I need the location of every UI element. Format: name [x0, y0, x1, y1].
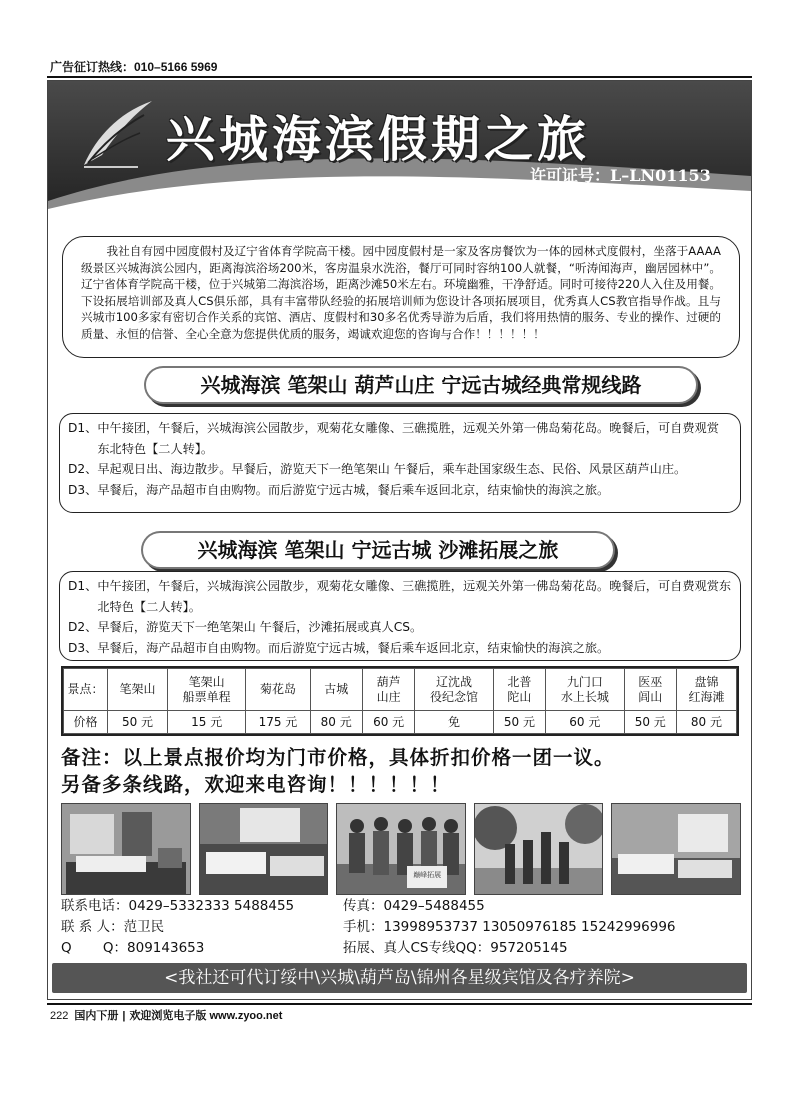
top-divider	[47, 76, 752, 78]
spot-name: 葫芦 山庄	[362, 669, 414, 711]
contact-row	[61, 917, 751, 938]
spot-name: 辽沈战 役纪念馆	[415, 669, 493, 711]
spot-name: 笔架山 船票单程	[167, 669, 245, 711]
contact-cs-qq: 拓展、真人CS专线QQ：957205145	[343, 940, 568, 956]
hotel-room-photo	[199, 803, 329, 895]
itinerary-day	[68, 617, 732, 638]
contact-fax: 传真：0429–5488455	[343, 898, 485, 914]
spot-price: 50 元	[493, 711, 545, 734]
spot-name: 九门口 水上长城	[546, 669, 624, 711]
row-label: 景点：	[64, 669, 108, 711]
contact-qq: Q Q：809143653	[61, 940, 205, 956]
section-name: 国内下册	[74, 1010, 119, 1022]
website-link[interactable]: www.zyoo.net	[209, 1010, 283, 1022]
contact-row	[61, 896, 751, 917]
spot-name: 医巫 闾山	[624, 669, 676, 711]
intro-text: 我社自有园中园度假村及辽宁省体育学院高干楼。园中园度假村是一家及客房餐饮为一体的园林式度假村，坐落于AAAA级景区兴城海滨公园内，距离海滨浴场200米，客房温泉水洗浴，餐厅可同时容纳100人就餐，“听涛闻海声，幽居园林中”。辽宁省体育学院高干楼，位于兴城第二海滨浴场，距离沙滩50米左右。环境幽雅，干净舒适。同时可接待220人入住及用餐。下设拓展培训部及真人CS俱乐部，具有丰富带队经验的拓展培训师为您设计各项拓展项目，优秀真人CS教官指导作战。且与兴城市100多家有密切合作关系的宾馆、酒店、度假村和30多名优秀导游为后盾，我们将用热情的服务、专业的操作、过硬的质量、永恒的信誉、全心全意为您提供优质的服务，竭诚欢迎您的咨询与合作！！！！！！	[62, 236, 740, 358]
outdoor-training-photo	[474, 803, 604, 895]
hotel-room-photo	[611, 803, 741, 895]
spot-name: 菊花岛	[246, 669, 310, 711]
day-description: 中午接团，午餐后，兴城海滨公园散步，观菊花女雕像、三礁揽胜，远观关外第一佛岛菊花岛。晚餐后，可自费观赏东北特色【二人转】。	[97, 421, 719, 456]
day-description: 早餐后，游览天下一绝笔架山 午餐后，沙滩拓展或真人CS。	[97, 620, 423, 634]
photo-strip	[61, 803, 741, 895]
day-number: D1、	[68, 579, 98, 593]
itinerary-day	[68, 480, 732, 501]
itinerary-day	[68, 576, 732, 617]
spot-name: 北普 陀山	[493, 669, 545, 711]
spot-price: 50 元	[624, 711, 676, 734]
day-description: 早餐后，海产品超市自由购物。而后游览宁远古城，餐后乘车返回北京，结束愉快的海滨之旅。	[97, 640, 610, 655]
prices-row	[64, 711, 737, 734]
spot-price: 60 元	[362, 711, 414, 734]
spot-price: 50 元	[108, 711, 168, 734]
contact-person: 联 系 人：范卫民	[61, 919, 165, 935]
day-number: D1、	[68, 421, 98, 435]
itinerary-day	[68, 638, 732, 659]
remark	[61, 744, 751, 798]
itinerary-day	[68, 459, 732, 480]
banner-title: 兴城海滨假期之旅	[166, 110, 591, 168]
day-description: 早餐后，海产品超市自由购物。而后游览宁远古城，餐后乘车返回北京，结束愉快的海滨之旅。	[97, 482, 610, 497]
row-label: 价格	[64, 711, 108, 734]
day-description: 早起观日出、海边散步。早餐后，游览天下一绝笔架山 午餐后，乘车赴国家级生态、民俗、风景区葫芦山庄。	[97, 462, 687, 476]
spots-row	[64, 669, 737, 711]
route-1-title: 兴城海滨 笔架山 葫芦山庄 宁远古城经典常规线路	[146, 368, 696, 402]
spot-name: 古城	[310, 669, 362, 711]
route-2-title: 兴城海滨 笔架山 宁远古城 沙滩拓展之旅	[143, 533, 613, 567]
itinerary-day	[68, 418, 732, 459]
day-number: D3、	[68, 640, 98, 655]
spot-price: 15 元	[167, 711, 245, 734]
page-footer: 222 国内下册 | 欢迎浏览电子版 www.zyoo.net	[50, 1010, 283, 1022]
contact-mobile: 手机：13998953737 13050976185 15242996996	[343, 919, 676, 935]
day-number: D3、	[68, 482, 98, 497]
page-number: 222	[50, 1010, 69, 1022]
day-number: D2、	[68, 620, 98, 634]
hotel-booking-banner: <我社还可代订绥中\兴城\葫芦岛\锦州各星级宾馆及各疗养院>	[52, 963, 747, 993]
spot-name: 盘锦 红海滩	[676, 669, 736, 711]
spot-name: 笔架山	[108, 669, 168, 711]
ad-hotline: 广告征订热线：010–5166 5969	[50, 60, 218, 74]
banner	[48, 81, 751, 226]
ad-frame	[47, 80, 752, 1000]
photo-caption: 巅峰拓展	[413, 871, 442, 879]
license-number: 许可证号：L–LN01153	[530, 166, 711, 185]
hotel-room-photo	[61, 803, 191, 895]
contact-phone: 联系电话：0429–5332333 5488455	[61, 898, 295, 914]
contact-row	[61, 938, 751, 959]
route-2-itinerary	[59, 571, 741, 661]
contact-info	[61, 896, 751, 959]
spot-price: 80 元	[310, 711, 362, 734]
remark-line: 备注：以上景点报价均为门市价格，具体折扣价格一团一议。	[61, 746, 615, 769]
spot-price: 60 元	[546, 711, 624, 734]
price-table	[61, 666, 739, 736]
day-description: 中午接团，午餐后，兴城海滨公园散步，观菊花女雕像、三礁揽胜，远观关外第一佛岛菊花岛。晚餐后，可自费观赏东北特色【二人转】。	[97, 579, 732, 614]
team-outdoor-photo	[336, 803, 466, 895]
feather-logo-icon	[78, 93, 158, 173]
route-1-itinerary	[59, 413, 741, 513]
spot-price: 免	[415, 711, 493, 734]
spot-price: 175 元	[246, 711, 310, 734]
remark-line: 另备多条线路，欢迎来电咨询！！！！！！	[61, 773, 451, 796]
day-number: D2、	[68, 462, 98, 476]
slogan: 欢迎浏览电子版	[129, 1010, 207, 1022]
bottom-divider	[47, 1003, 752, 1005]
spot-price: 80 元	[676, 711, 736, 734]
